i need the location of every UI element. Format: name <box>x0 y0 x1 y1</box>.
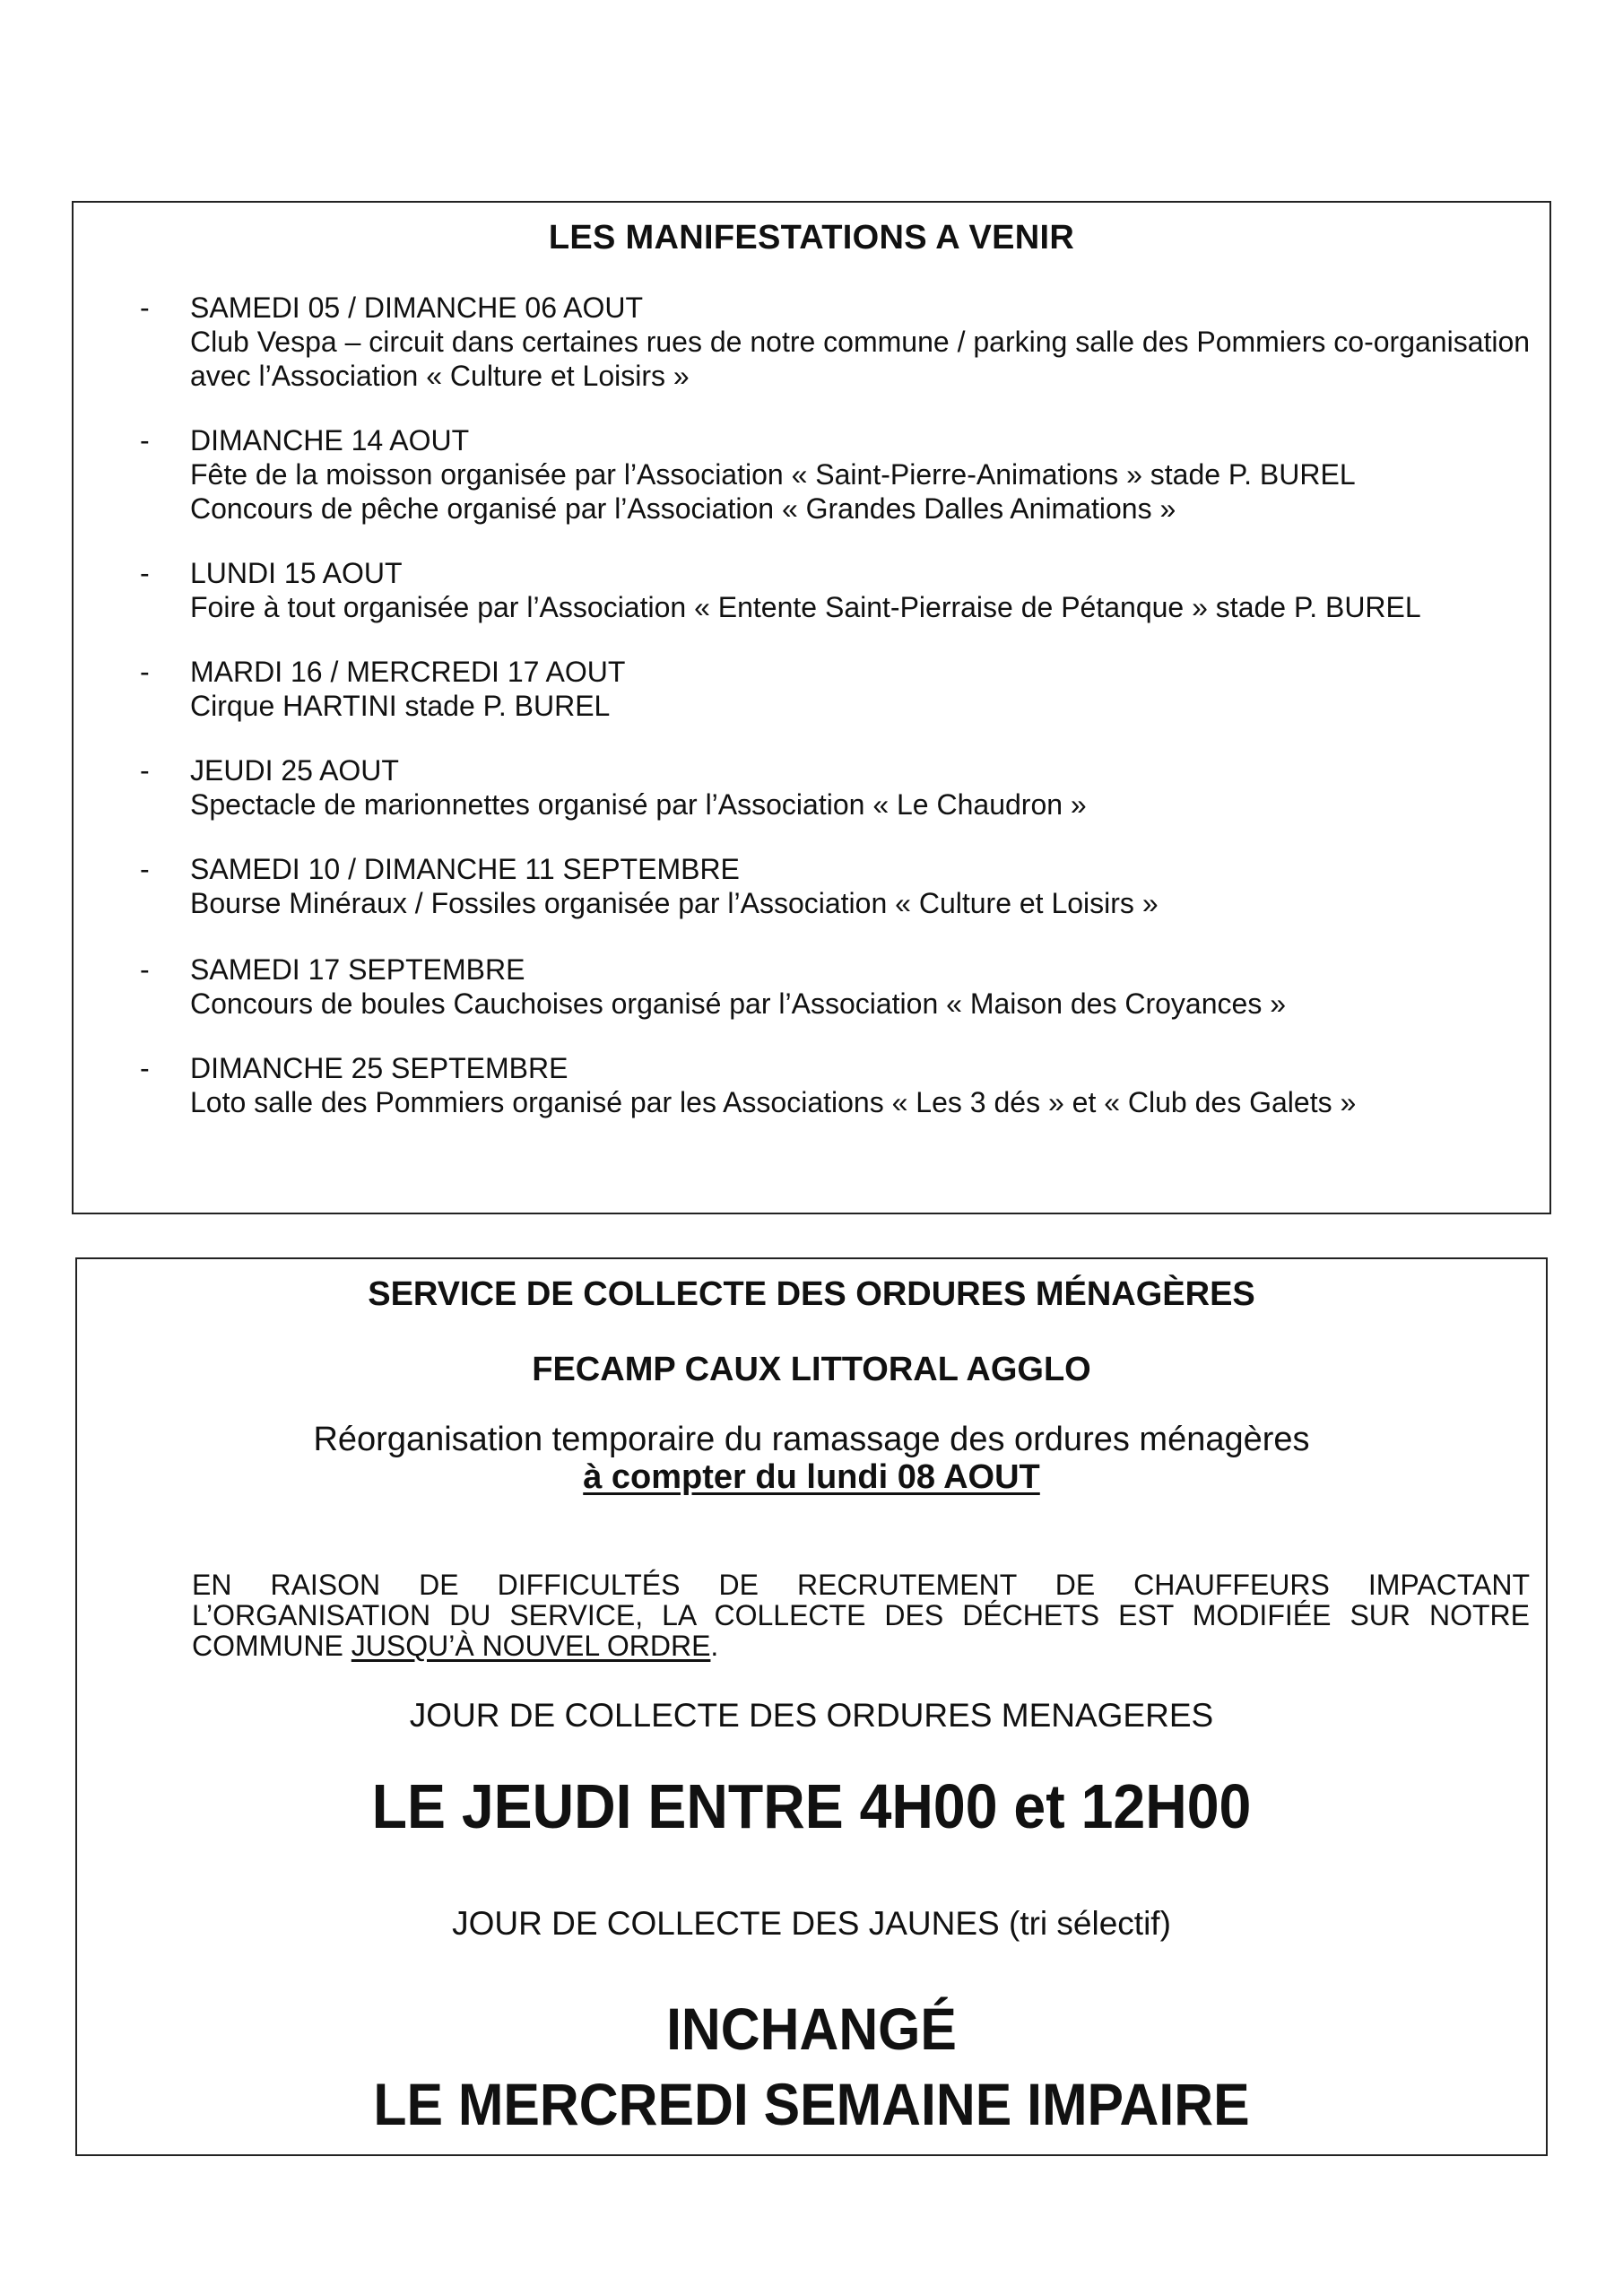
waste-collection-box <box>75 1257 1548 2156</box>
event-description: avec l’Association « Culture et Loisirs » <box>190 360 690 392</box>
event-description: Bourse Minéraux / Fossiles organisée par l’Association « Culture et Loisirs » <box>190 887 1159 919</box>
event-date: SAMEDI 17 SEPTEMBRE <box>190 953 525 986</box>
event-description: Concours de pêche organisé par l’Association « Grandes Dalles Animations » <box>190 492 1176 525</box>
yellow-bin-schedule: LE MERCREDI SEMAINE IMPAIRE <box>373 2071 1250 2137</box>
upcoming-events-box <box>72 201 1551 1214</box>
household-collection-schedule: LE JEUDI ENTRE 4H00 et 12H00 <box>371 1771 1252 1841</box>
bullet-dash: - <box>140 424 150 457</box>
notice-underlined: JUSQU’À NOUVEL ORDRE <box>351 1630 711 1662</box>
bullet-dash: - <box>140 953 150 986</box>
yellow-bin-label: JOUR DE COLLECTE DES JAUNES (tri sélectif) <box>452 1905 1171 1942</box>
household-collection-label: JOUR DE COLLECTE DES ORDURES MENAGERES <box>409 1697 1214 1734</box>
notice-line: L’ORGANISATION DU SERVICE, LA COLLECTE DES DÉCHETS EST MODIFIÉE SUR NOTRE <box>192 1599 1530 1631</box>
collection-title: SERVICE DE COLLECTE DES ORDURES MÉNAGÈRES <box>368 1275 1255 1313</box>
bullet-dash: - <box>140 656 150 688</box>
notice-line <box>192 1631 1530 1661</box>
event-description: Concours de boules Cauchoises organisé par l’Association « Maison des Croyances » <box>190 987 1286 1020</box>
event-date: DIMANCHE 14 AOUT <box>190 424 470 457</box>
event-description: Spectacle de marionnettes organisé par l’Association « Le Chaudron » <box>190 788 1087 821</box>
bullet-dash: - <box>140 853 150 885</box>
notice-line-prefix: COMMUNE <box>192 1630 352 1662</box>
reorganisation-text: Réorganisation temporaire du ramassage des ordures ménagères <box>313 1421 1310 1458</box>
bullet-dash: - <box>140 754 150 787</box>
event-description: Club Vespa – circuit dans certaines rues de notre commune / parking salle des Pommiers co-organisation <box>190 326 1531 358</box>
notice-line-suffix: . <box>710 1630 719 1662</box>
bullet-dash: - <box>140 291 150 324</box>
bullet-dash: - <box>140 557 150 589</box>
yellow-bin-status: INCHANGÉ <box>666 1996 957 2062</box>
event-date: MARDI 16 / MERCREDI 17 AOUT <box>190 656 626 688</box>
notice-paragraph <box>192 1570 1530 1661</box>
event-description: Fête de la moisson organisée par l’Association « Saint-Pierre-Animations » stade P. BUREL <box>190 458 1356 491</box>
event-description: Loto salle des Pommiers organisé par les Associations « Les 3 dés » et « Club des Galets » <box>190 1086 1357 1118</box>
collection-subtitle: FECAMP CAUX LITTORAL AGGLO <box>532 1351 1091 1388</box>
notice-line: EN RAISON DE DIFFICULTÉS DE RECRUTEMENT DE CHAUFFEURS IMPACTANT <box>192 1569 1530 1601</box>
event-date: LUNDI 15 AOUT <box>190 557 403 589</box>
event-date: JEUDI 25 AOUT <box>190 754 399 787</box>
event-description: Foire à tout organisée par l’Association « Entente Saint-Pierraise de Pétanque » stade P. BUREL <box>190 591 1421 623</box>
bullet-dash: - <box>140 1052 150 1084</box>
event-date: DIMANCHE 25 SEPTEMBRE <box>190 1052 568 1084</box>
start-date: à compter du lundi 08 AOUT <box>583 1458 1040 1496</box>
upcoming-events-title: LES MANIFESTATIONS A VENIR <box>548 219 1075 257</box>
event-date: SAMEDI 10 / DIMANCHE 11 SEPTEMBRE <box>190 853 740 885</box>
event-description: Cirque HARTINI stade P. BUREL <box>190 690 611 722</box>
event-date: SAMEDI 05 / DIMANCHE 06 AOUT <box>190 291 644 324</box>
